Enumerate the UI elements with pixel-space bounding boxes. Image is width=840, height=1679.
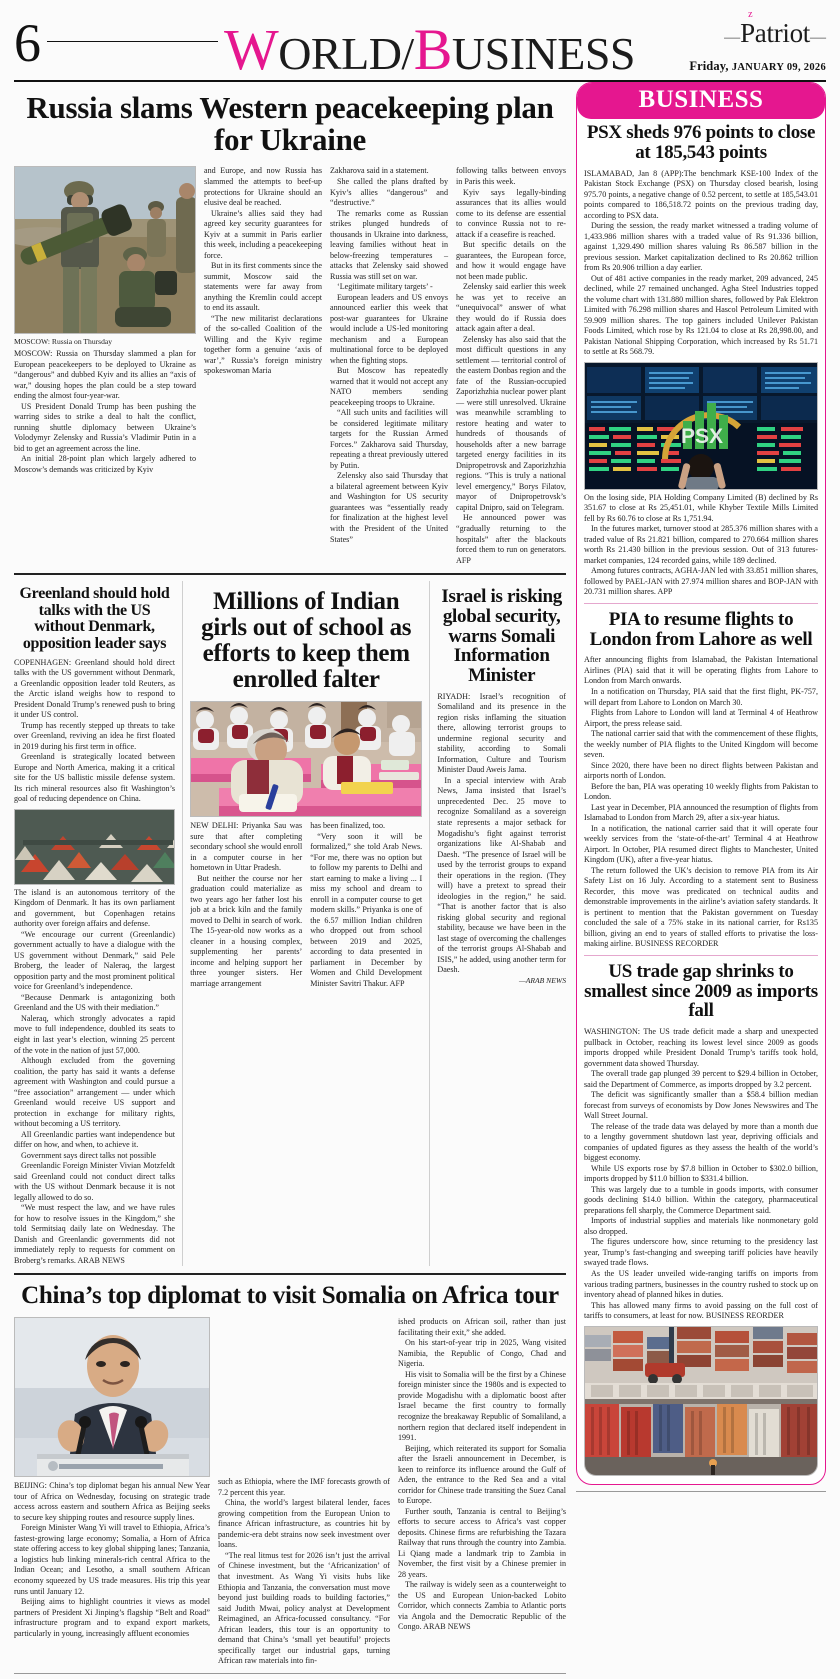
lead-col3-p0: Zakharova said in a statement. — [330, 166, 429, 176]
lead-col1-p1: US President Donald Trump has been pushing the warring sides to strike a deal to halt the conflict, running shuttle diplomacy between Ukraine’s Volodymyr Zelensky and Russia’s Vladimir Putin in a bid to get an agreement across the line. — [14, 401, 196, 453]
lead-col2-p3: “The new militarist declarations of the so-called Coalition of the Willing and the Kyiv regime together form a genuine ‘axis of war’,” Russia’s foreign ministry spokeswoman Maria — [204, 313, 322, 376]
trade-p0: WASHINGTON: The US trade deficit made a sharp and unexpected pullback in October, reaching its lowest level since 2009 as goods imports dropped while President Donald Trump’s tariffs took hold, government data showed Thursday. — [584, 1027, 818, 1068]
business-rail — [576, 82, 826, 1679]
china-c3p2: His visit to Somalia will be the first by a Chinese foreign minister since the 1980s and is expected to provide Mogadishu with a diplomatic boost after Israel became the first country to formally recognize the breakaway Republic of Somaliland, a northern region that declared itself independent in 1991. — [398, 1369, 566, 1443]
pia-p4: Since 2020, there have been no direct flights between Pakistan and airports north of London. — [584, 760, 818, 781]
greenland-b2: “Because Denmark is antagonizing both Greenland and the US with their mediation.” — [14, 992, 175, 1013]
trade-p1: The overall trade gap plunged 39 percent to $29.4 billion in October, said the Department of Commerce, as imports dropped by 3.2 percent. — [584, 1069, 818, 1089]
greenland-p1: Trump has recently stepped up threats to take over Greenland, reviving an idea he first floated in 2019 during his first term in office. — [14, 720, 175, 751]
svg-text:PSX: PSX — [680, 424, 724, 448]
greenland-body-bottom — [14, 888, 175, 1267]
greenland-p0: COPENHAGEN: Greenland should hold direct talks with the US government without Denmark, a Greenlandic opposition leader told Reuters, as the Arctic island weighs how to respond to President Donald Trump’s renewed push to bring it under US control. — [14, 657, 175, 720]
greenland-b8: “We must respect the law, and we have rules for how to resolve issues in the Kingdom,” she told Sermitsiaq daily late on Wednesday. The Danish and Greenlandic governments did not immediately reply to requests for comment on Broberg’s remarks. ARAB NEWS — [14, 1203, 175, 1265]
lead-col4-p3: Zelensky said earlier this week he was yet to receive an “unequivocal” answer of what they would do if Russia does attack again after a deal. — [456, 282, 566, 334]
india-c2p1: “Very soon it will be formalized,” she told Arab News. “For me, there was no option but to follow my parents to Delhi and start earning to make a living ... I miss my school and dream to enroll in a computer course to get modern skills.” Priyanka is one of the 6.57 million Indian children who dropped out from school between 2019 and 2025, according to data presented in parliament in December by Women and Child Development Minister Savitri Thakur. AFP — [310, 831, 423, 988]
lead-col3-p7: Zelensky also said Thursday that a bilateral agreement between Kyiv and Washington for US security guarantees was “essentially ready for finalization at the highest level with the President of the United States” — [330, 471, 448, 544]
lead-col3-p5: But Moscow has repeatedly warned that it would not accept any NATO members sending peacekeeping troops to Ukraine. — [330, 366, 448, 407]
lead-col2-p1: Ukraine’s allies said they had agreed key security guarantees for Kyiv at a summit in Paris earlier this week, including a peacekeeping force. — [204, 208, 322, 260]
lead-col1-p2: An initial 28-point plan which largely adhered to Moscow’s demands was criticized by Kyiv — [14, 454, 196, 474]
trade-p5: This was largely due to a tumble in goods imports, with consumer goods declining $14.0 billion. Within the category, pharmaceutical preparations fell sharply, the Commerce Department said. — [584, 1184, 818, 1215]
lead-story — [14, 92, 566, 566]
india-col2 — [310, 821, 422, 989]
pia-p6: Last year in December, PIA announced the resumption of flights from Islamabad to London from March 29, after a six-year hiatus. — [584, 802, 818, 823]
page-body — [14, 82, 826, 1679]
second-tier — [14, 581, 566, 1266]
china-c2p1: China, the world’s largest bilateral lender, faces growing competition from the European Union to finance African infrastructure, as countries hit by pandemic-era debt strains now seek investment over loans. — [218, 1498, 390, 1550]
israel-headline: Israel is risking global security, warns Somali Information Minister — [441, 586, 562, 687]
israel-story — [430, 581, 566, 1266]
trade-headline: US trade gap shrinks to smallest since 2009 as imports fall — [584, 960, 818, 1022]
section-title-rest-business: USINESS — [451, 28, 635, 79]
china-c1p2: Beijing aims to highlight countries it views as model partners of President Xi Jinping’s flagship “Belt and Road” infrastructure program and to expand export markets, particularly in young, increasingly affluent economies — [14, 1597, 210, 1638]
greenland-headline: Greenland should hold talks with the US without Denmark, opposition leader says — [19, 585, 170, 652]
wang-yi-photo — [14, 1317, 210, 1477]
business-bottom-rule — [576, 1491, 826, 1492]
psx-b1: In the futures market, turnover stood at 285.376 million shares with a traded value of Rs 21.821 billion, compared to 270.664 million shares worth Rs 21.430 billion in the previous session. Out of 313 futures-market companies, 124 recorded gains, while 189 declined. — [584, 524, 818, 565]
brand-dash-right: — — [810, 29, 826, 46]
psx-story — [584, 123, 818, 598]
israel-body — [437, 692, 566, 976]
pia-headline: PIA to resume flights to London from Lahore as well — [589, 608, 813, 650]
lead-col1 — [14, 349, 196, 475]
psx-t2: Out of 481 active companies in the ready market, 209 advanced, 245 declined, while 27 remained unchanged. Agha Steel Industries topped the volume chart with 131.880 million shares, followed by Pak Elektron Limited with 76.298 million shares and Hascol Petroleum Limited with 59.909 million shares. The top gainers included Unilever Pakistan Foods Limited, which rose by Rs 121.04 to close at Rs 28,998.00, and Pakistan National Shipping Corporation, which increased by Rs 51.71 to settle at Rs 568.79. — [584, 273, 818, 357]
psx-headline: PSX sheds 976 points to close at 185,543 points — [586, 122, 816, 163]
china-c3p1: On his start-of-year trip in 2025, Wang visited Namibia, the Republic of Congo, Chad and Nigeria. — [398, 1338, 566, 1369]
lead-col2-p0: and Europe, and now Russia has slammed the attempts to beef-up protections for Ukraine should an elusive deal be reached. — [204, 166, 322, 208]
lead-col2 — [204, 166, 322, 566]
china-story — [14, 1283, 566, 1666]
business-box — [576, 82, 826, 1485]
pia-p5: Before the ban, PIA was operating 10 weekly flights from Pakistan to London. — [584, 781, 818, 802]
china-c1p1: Foreign Minister Wang Yi will travel to Ethiopia, Africa’s fastest-growing large economy; Somalia, a Horn of Africa state offering access to key global shipping lanes; Tanzania, a logistics hub linking minerals-rich central Africa to the Indian Ocean; and Lesotho, a small southern African economy squeezed by US trade measures. His trip this year runs until January 12. — [14, 1523, 210, 1596]
china-c3p4: Further south, Tanzania is central to Beijing’s efforts to secure access to Africa’s vast copper deposits. Chinese firms are refurbishing the Tazara Railway that runs through the country into Zambia. Li Qiang made a landmark trip to Zambia in November, the first visit by a Chinese premier in 28 years. — [398, 1506, 566, 1579]
pia-p8: The return followed the UK’s decision to remove PIA from its Air Safety List on 16 July. According to a statement sent to Business Recorder, this move was predicated on technical audits and demonstrable improvements in the airline’s aviation safety standards. It is pertinent to mention that the Pakistan government on Tuesday concluded the sale of a 75% stake in its national carrier, for Rs135 billion, giving an end to years of stalled efforts to privatise the loss-making airline. BUSINESS RECORDER — [584, 865, 818, 949]
lead-col3-p6: “All such units and facilities will be considered legitimate military targets for the Russian Armed Forces.” Zakharova said Thursday, repeating a threat previously uttered by Putin. — [330, 408, 448, 470]
lead-col4-p0: following talks between envoys in Paris this week. — [456, 166, 566, 186]
lead-col2-p2: But in its first comments since the summit, Moscow said the statements were far away from anything the Kremlin could accept to end its assault. — [204, 261, 322, 313]
china-photo-block — [14, 1317, 210, 1666]
section-title-block — [47, 17, 641, 82]
china-headline: China’s top diplomat to visit Somalia on Africa tour — [21, 1282, 559, 1310]
china-text-block — [218, 1317, 566, 1666]
china-c2p0: such as Ethiopia, where the IMF forecasts growth of 7.2 percent this year. — [218, 1477, 390, 1497]
pia-p1: In a notification on Thursday, PIA said that the first flight, PK-757, will depart from Lahore to London on March 30. — [584, 686, 818, 707]
pia-body — [584, 655, 818, 949]
china-c3p3: Beijing, which reiterated its support for Somalia after the Israeli announcement in December, is keen to reinforce its influence around the Gulf of Aden, the entrance to the Red Sea and a vital corridor for Chinese trade transiting the Suez Canal to Europe. — [398, 1443, 566, 1506]
psx-trading-board-photo — [584, 362, 818, 490]
trade-p9: This has allowed many firms to avoid passing on the full cost of tariffs to consumers, at least for now. BUSINESS REORDER — [584, 1300, 818, 1321]
business-divider-2 — [584, 955, 818, 956]
psx-b2: Among futures contracts, AGHA-JAN led with 33.851 million shares, followed by PAEL-JAN with 27.974 million shares and BOP-JAN with 20.731 million shares. APP — [584, 566, 818, 597]
indian-classroom-photo — [190, 701, 422, 817]
lead-photo-caption: MOSCOW: Russia on Thursday — [14, 337, 113, 347]
india-c2p0: has been finalized, too. — [310, 821, 386, 831]
trade-p2: The deficit was significantly smaller than a $58.4 billion median forecast from surveys of economists by Dow Jones Newswires and The Wall Street Journal. — [584, 1090, 818, 1121]
dateline-date: JANUARY 09, 2026 — [731, 62, 826, 73]
lead-col3 — [330, 166, 448, 566]
greenland-body-top — [14, 658, 175, 805]
section-title-cap-business: B — [413, 17, 452, 82]
china-col2 — [218, 1317, 390, 1666]
lead-col4-p4: Zelensky has also said that the most difficult questions in any settlement — territorial control of the eastern Donbas region and the fate of the Russian-occupied Zaporizhzhia nuclear power plant — were still unresolved. Ukraine was meanwhile scrambling to restore heating and water to hundreds of thousands of households after a new barrage targeted energy facilities in its Dnipropetrovsk and Zaporizhzhia regions. “This is truly a national level emergency,” Borys Filatov, mayor of Dnipropetrovsk’s capital Dnipro, said on Telegram. — [456, 334, 566, 512]
india-c1p1: But neither the course nor her graduation could materialize as two years ago her father lost his job at a brick kiln and the family moved to Delhi in search of work. The 15-year-old now works as a cleaner in a housing complex, supplementing her parents’ income and helping support her three younger sisters. Her marriage arrangement — [190, 873, 303, 988]
china-c3p5: The railway is widely seen as a counterweight to the US and European Union-backed Lobito Corridor, which connects Zambia to Atlantic ports via Angola and the Democratic Republic of the Congo. ARAB NEWS — [398, 1580, 566, 1632]
pia-p0: After announcing flights from Islamabad, the Pakistan International Airlines (PIA) said that it will be operating flights from Lahore to London from March onwards. — [584, 655, 818, 686]
lead-text-block — [204, 166, 566, 566]
trade-p8: As the US leader unveiled wide-ranging tariffs on imports from various trading partners, businesses in the country rushed to stock up on inventory ahead of planned hikes in duties. — [584, 1268, 818, 1300]
section-title-rest-world: ORLD — [278, 28, 402, 79]
china-c2p2: “The real litmus test for 2026 isn’t just the arrival of Chinese investment, but the ‘Africanization’ of that investment. As Wang Yi visits hubs like Ethiopia and Tanzania, the conversation must move beyond just building roads to building factories,” said Judith Mwai, policy analyst at Development Reimagined, an Africa-focussed consultancy. “For African leaders, this tour is an opportunity to demand that China’s ‘small yet beautiful’ projects specifically target our industrial gaps, turning African raw materials into fin- — [218, 1550, 390, 1666]
lead-headline: Russia slams Western peacekeeping plan for Ukraine — [26, 90, 554, 158]
greenland-b4: Although excluded from the governing coalition, the party has said it wants a defense agreement with Washington and could pursue a “free association” arrangement — under which Greenland would receive US support and protection in exchange for military rights, without becoming a US territory. — [14, 1056, 175, 1129]
lead-col3-p1: She called the plans drafted by Kyiv’s allies “dangerous” and “destructive.” — [330, 176, 448, 208]
brand-name: Patriot — [740, 18, 810, 48]
masthead — [14, 0, 826, 82]
lead-col4-p1: Kyiv says legally-binding assurances that its allies would come to its defense are essential to convince Russia not to re-attack if a ceasefire is reached. — [456, 187, 566, 239]
psx-b0: On the losing side, PIA Holding Company Limited (B) declined by Rs 351.67 to close at Rs 25,451.01, while Khyber Textile Mills Limited fell by Rs 60.76 to close at Rs 1,751.94. — [584, 492, 818, 523]
dateline-day: Friday, — [689, 59, 729, 73]
masthead-rule-left — [47, 41, 218, 42]
lead-col4-p2: But specific details on the guarantees, the European force, and how it would engage have not been made public. — [456, 240, 566, 281]
psx-body-bottom — [584, 493, 818, 598]
lead-col3-p4: European leaders and US envoys announced earlier this week that post-war guarantees for Ukraine would include a US-led monitoring mechanism and a European multinational force to be deployed when the fighting stops. — [330, 292, 448, 365]
trade-body — [584, 1027, 818, 1321]
ukraine-soldiers-photo — [14, 166, 196, 334]
business-banner: BUSINESS — [577, 83, 825, 119]
greenland-b0: The island is an autonomous territory of the Kingdom of Denmark. It has its own parliament and government, but Copenhagen retains authority over foreign affairs and defense. — [14, 887, 175, 929]
israel-credit: —ARAB NEWS — [518, 975, 566, 985]
section-divider-2 — [14, 1273, 566, 1275]
china-c3p0: ished products on African soil, rather than just facilitating their exit,” she added. — [398, 1317, 566, 1337]
psx-t0: ISLAMABAD, Jan 8 (APP):The benchmark KSE-100 Index of the Pakistan Stock Exchange (PSX) on Thursday closed bearish, losing 975.70 points, a negative change of 0.52 percent, to settle at 185,543.01 points compared to 186,518.72 points on the previous trading day, according to PSX data. — [584, 168, 818, 220]
lead-col3-p3: ‘Legitimate military targets’ - — [337, 282, 433, 292]
israel-p0: RIYADH: Israel’s recognition of Somaliland and its presence in the region risks inflaming the situation there, allowing terrorist groups to undermine regional security and stability, according to Somali Information, Culture and Tourism Minister Daud Aweis Jama. — [437, 691, 566, 775]
india-story — [183, 581, 429, 1266]
section-divider-1 — [14, 573, 566, 575]
greenland-b3: Naleraq, which strongly advocates a rapid move to full independence, doubled its seats to eight in last year’s election, winning 25 percent of the vote in the nation of just 57,000. — [14, 1013, 175, 1055]
lead-col3-p2: The remarks come as Russian strikes plunged hundreds of thousands in Ukraine into darkness, leaving families without heat in below-freezing temperatures – attacks that Zelensky said showed Russia was still set on war. — [330, 208, 448, 281]
trade-p4: While US exports rose by $7.8 billion in October to $302.0 billion, imports dropped by $11.0 billion to $331.4 billion. — [584, 1163, 818, 1184]
china-col1 — [14, 1481, 210, 1639]
brand-diacritic-mark: z — [748, 9, 753, 20]
section-title-slash: / — [401, 28, 414, 79]
psx-body-top — [584, 169, 818, 358]
trade-p7: The figures underscore how, since returning to the presidency last year, Trump’s fast-changing and sweeping tariff policies have heavily swayed trade flows. — [584, 1237, 818, 1268]
section-title-cap-world: W — [223, 17, 279, 82]
trade-story — [584, 962, 818, 1476]
pia-p2: Flights from Lahore to London will land at Terminal 4 of Heathrow Airport, the press release said. — [584, 708, 818, 728]
india-col1 — [190, 821, 302, 989]
china-c1p0: BEIJING: China’s top diplomat began his annual New Year tour of Africa on Wednesday, focusing on strategic trade access across eastern and southern Africa as Beijing seeks to secure key shipping routes and resource supply lines. — [14, 1481, 210, 1522]
india-headline: Millions of Indian girls out of school as efforts to keep them enrolled falter — [201, 588, 412, 694]
masthead-brand-block — [641, 9, 826, 74]
lead-photo-block — [14, 166, 196, 566]
section-title — [218, 17, 641, 82]
shipping-containers-photo — [584, 1326, 818, 1476]
pia-p3: The national carrier said that with the commencement of these flights, the weekly number of PIA flights to the United Kingdom will become seven. — [584, 729, 818, 760]
page-folio-number: 6 — [14, 13, 41, 73]
trade-p3: The release of the trade data was delayed by more than a month due to a lengthy government shutdown last year, depriving officials and companies of updated figures as they assess the health of the world’s biggest economy. — [584, 1121, 818, 1163]
greenland-b6: Government says direct talks not possible — [21, 1150, 157, 1160]
lead-col4 — [456, 166, 566, 566]
greenland-rooftops-photo — [14, 809, 175, 885]
news-zone — [14, 82, 576, 1679]
china-col3 — [398, 1317, 566, 1666]
israel-p1: In a special interview with Arab News, Jama insisted that Israel’s unprecedented Dec. 25 move to recognize Somaliland as a sovereign state represents a major setback for Mogadishu’s fight against terrorist organizations like Al-Shabab and Daesh. “The presence of Israel will be used by the terrorist groups to expand their operations in the region. (They will) have a pretext to spread their ideologies in the region,” he said. “That is another factor that is also risking global security and regional stability, because we have been in the last stage of overcoming the challenges of the terrorist groups Al-Shabab and ISIS,” he added, using another term for Daesh. — [437, 775, 566, 975]
greenland-b1: “We encourage our current (Greenlandic) government actually to have a dialogue with the US government without Denmark,” said Pele Broberg, the leader of Naleraq, the largest opposition party and the most prominent political voice for Greenland’s independence. — [14, 929, 175, 992]
trade-p6: Imports of industrial supplies and materials like nonmonetary gold also dropped. — [584, 1216, 818, 1236]
pia-p7: In a notification, the national carrier said that it will operate four weekly services from the ‘state-of-the-art’ Terminal 4 at Heathrow Airport. In October, PIA resumed direct flights to Manchester, United Kingdom (UK), after a five-year hiatus. — [584, 823, 818, 865]
greenland-p2: Greenland is strategically located between Europe and North America, making it a critical site for the US ballistic missile defense system. Its rich mineral resources also fit Washington’s goal of reducing dependence on China. — [14, 752, 175, 804]
india-c1p0: NEW DELHI: Priyanka Sau was sure that after completing secondary school she would enroll in a computer course in her hometown in Uttar Pradesh. — [190, 821, 303, 873]
psx-t1: During the session, the ready market witnessed a trading volume of 1,433.986 million shares with a traded value of Rs 91.336 billion, against 1,329.490 million shares valuing Rs 86.587 billion in the previous session. Market capitalization declined to Rs 20.862 trillion from Rs 20.906 trillion a day earlier. — [584, 221, 818, 273]
greenland-b5: All Greenlandic parties want independence but differ on how, and when, to achieve it. — [14, 1129, 175, 1150]
lead-col1-p0: MOSCOW: Russia on Thursday slammed a plan for European peacekeepers to be deployed to Ukraine as “dangerous” and dubbed Kyiv and its allies an “axis of war,” dousing hopes the plan could be a step toward ending the almost four-year-war. — [14, 349, 196, 401]
section-divider-3 — [14, 1673, 566, 1674]
greenland-story — [14, 581, 182, 1266]
lead-col4-p5: He announced power was “gradually returning to the hospitals” after the blackouts forced them to run on generators. AFP — [456, 513, 566, 565]
brand-dash-left: — — [724, 29, 741, 46]
pia-story — [584, 610, 818, 950]
dateline — [641, 59, 826, 74]
greenland-b7: Greenlandic Foreign Minister Vivian Motzfeldt said Greenland could not conduct direct talks with the US without Denmark because it is not legally allowed to do so. — [14, 1161, 175, 1202]
business-divider-1 — [584, 603, 818, 604]
